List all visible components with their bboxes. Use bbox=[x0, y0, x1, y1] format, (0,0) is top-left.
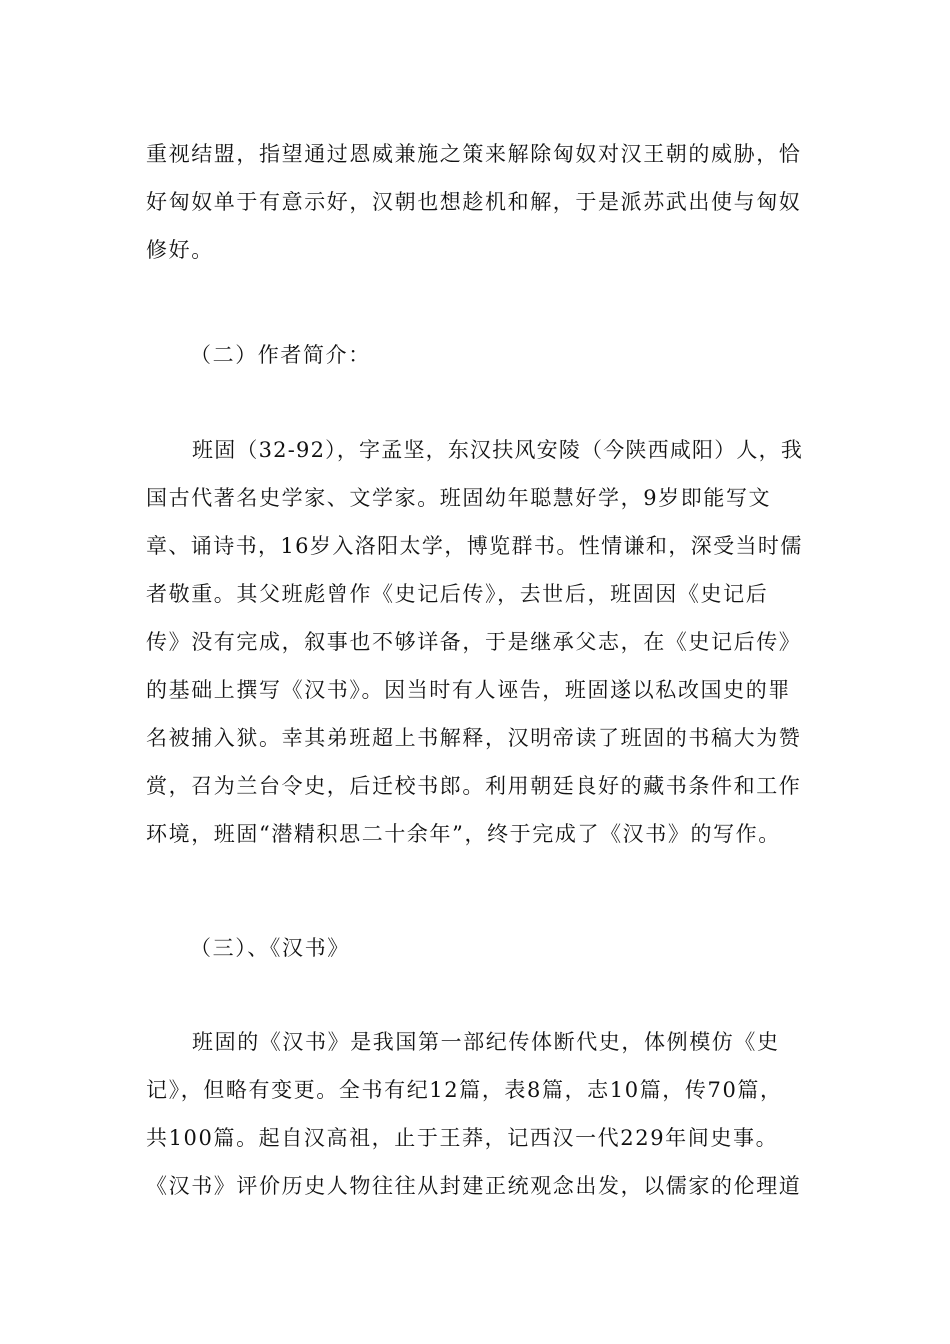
text-line: 名被捕入狱。幸其弟班超上书解释，汉明帝读了班固的书稿大为赞 bbox=[146, 726, 802, 750]
section-heading-hanshu: （三）、《汉书》 bbox=[190, 936, 350, 960]
text-line: 共100篇。起自汉高祖，止于王莽，记西汉一代229年间史事。 bbox=[146, 1126, 779, 1150]
text-line: 的基础上撰写《汉书》。因当时有人诬告，班固遂以私改国史的罪 bbox=[146, 678, 791, 702]
text-line: 传》没有完成，叙事也不够详备，于是继承父志，在《史记后传》 bbox=[146, 630, 802, 654]
text-line: 章、诵诗书，16岁入洛阳太学，博览群书。性情谦和，深受当时儒 bbox=[146, 534, 803, 558]
text-line: 班固的《汉书》是我国第一部纪传体断代史，体例模仿《史 bbox=[192, 1030, 780, 1054]
text-line: 重视结盟，指望通过恩威兼施之策来解除匈奴对汉王朝的威胁，恰 bbox=[146, 142, 802, 166]
text-line: 国古代著名史学家、文学家。班固幼年聪慧好学，9岁即能写文 bbox=[146, 486, 772, 510]
paragraph-background bbox=[146, 130, 808, 274]
text-line: 赏，召为兰台令史，后迁校书郎。利用朝廷良好的藏书条件和工作 bbox=[146, 774, 802, 798]
text-line: 《汉书》评价历史人物往往从封建正统观念出发，以儒家的伦理道 bbox=[146, 1174, 802, 1198]
paragraph-hanshu bbox=[146, 1018, 808, 1210]
text-line: 者敬重。其父班彪曾作《史记后传》，去世后，班固因《史记后 bbox=[146, 582, 769, 606]
text-line: 修好。 bbox=[146, 238, 214, 262]
section-heading-author: （二）作者简介： bbox=[190, 343, 371, 367]
text-line: 记》，但略有变更。全书有纪12篇，表8篇，志10篇，传70篇， bbox=[146, 1078, 783, 1102]
text-line: 环境，班固“潜精积思二十余年”，终于完成了《汉书》的写作。 bbox=[146, 822, 781, 846]
paragraph-author-intro bbox=[146, 426, 808, 858]
text-line: 班固（32-92），字孟坚，东汉扶风安陵（今陕西咸阳）人，我 bbox=[192, 438, 804, 462]
text-line: 好匈奴单于有意示好，汉朝也想趁机和解，于是派苏武出使与匈奴 bbox=[146, 190, 802, 214]
